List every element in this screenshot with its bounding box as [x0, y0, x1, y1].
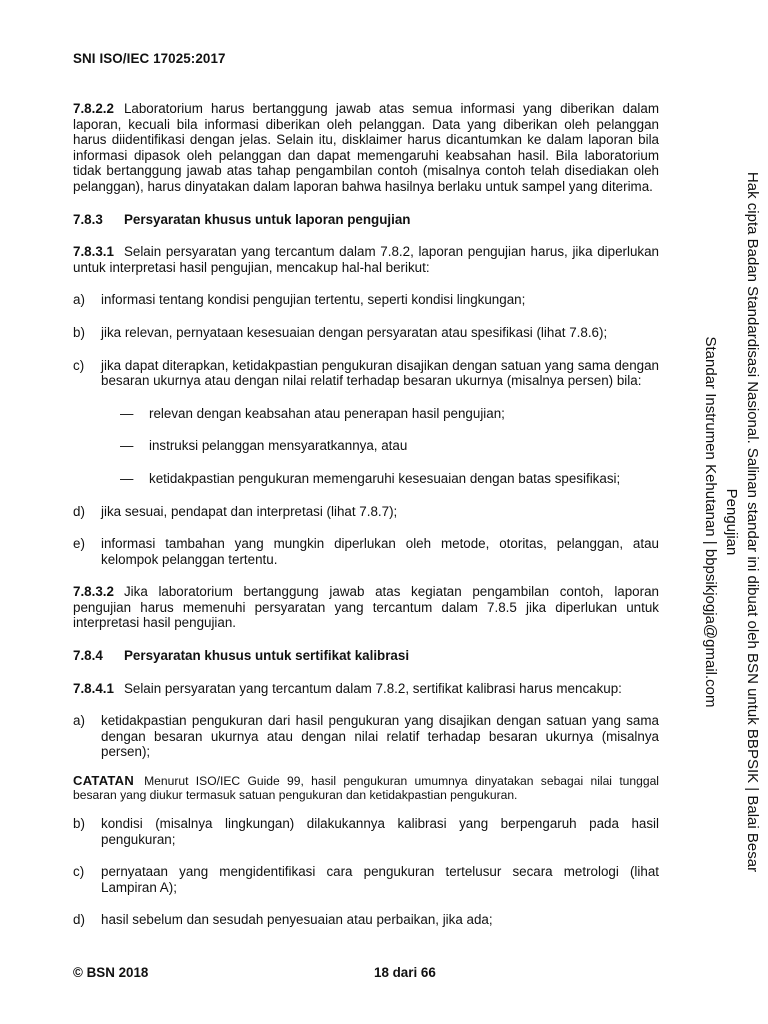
list-text: informasi tambahan yang mungkin diperlukan oleh metode, otoritas, pelanggan, atau kelompok pelanggan tertentu. [101, 536, 659, 567]
list-item [73, 912, 659, 928]
document-body [73, 101, 659, 945]
list-letter: a) [73, 713, 85, 729]
dash-item [120, 438, 659, 454]
note-label: CATATAN [73, 773, 135, 789]
list-item [73, 504, 659, 520]
dash-mark: — [120, 438, 134, 454]
list-text: kondisi (misalnya lingkungan) dilakukannya kalibrasi yang berpengaruh pada hasil pengukuran; [101, 816, 659, 847]
clause-7-8-4-1 [73, 681, 659, 697]
list-item [73, 864, 659, 895]
clause-text: Laboratorium harus bertanggung jawab atas semua informasi yang diberikan dalam laporan, kecuali bila informasi diberikan oleh pelanggan. Data yang diberikan oleh pelanggan harus diidentifikasi dengan jelas. Selain itu, disklaimer harus dicantumkan ke dalam laporan bila informasi dipasok oleh pelanggan dan dapat memengaruhi keabsahan hasil. Bila laboratorium tidak bertanggung jawab atas tahap pengambilan contoh (misalnya contoh telah disediakan oleh pelanggan), harus dinyatakan dalam laporan bahwa hasilnya berlaku untuk sampel yang diterima. [73, 101, 659, 194]
list-letter: e) [73, 536, 85, 552]
note-text: Menurut ISO/IEC Guide 99, hasil pengukuran umumnya dinyatakan sebagai nilai tunggal besaran yang diukur termasuk satuan pengukuran dan ketidakpastian pengukuran. [73, 774, 659, 803]
heading-title: Persyaratan khusus untuk laporan pengujian [124, 211, 411, 227]
note-catatan [73, 774, 659, 802]
dash-mark: — [120, 470, 134, 486]
list-letter: b) [73, 324, 85, 340]
clause-7-8-2-2 [73, 101, 659, 195]
side-copyright-notice [702, 162, 763, 882]
list-text: jika dapat diterapkan, ketidakpastian pengukuran disajikan dengan satuan yang sama dengan besaran ukurnya atau dengan nilai relatif terhadap besaran ukurnya (misalnya persen) bila: [101, 357, 659, 389]
list-letter: d) [73, 503, 85, 519]
list-letter: b) [73, 816, 85, 832]
dash-text: relevan dengan keabsahan atau penerapan hasil pengujian; [149, 405, 505, 421]
list-letter: d) [73, 912, 85, 928]
heading-number: 7.8.4 [73, 648, 103, 664]
list-letter: c) [73, 357, 85, 373]
side-notice-line-1: Hak cipta Badan Standardisasi Nasional. Salinan standar ini dibuat oleh BSN untuk BBPSIK | Balai Besar Pengujian [723, 171, 761, 873]
clause-number: 7.8.2.2 [73, 101, 114, 116]
list-text: jika sesuai, pendapat dan interpretasi (lihat 7.8.7); [101, 503, 398, 519]
clause-7-8-3-2 [73, 584, 659, 631]
list-text: hasil sebelum dan sesudah penyesuaian atau perbaikan, jika ada; [101, 912, 493, 928]
list-text: ketidakpastian pengukuran dari hasil pengukuran yang disajikan dengan satuan yang sama dengan besaran ukurnya atau dengan nilai relatif terhadap besaran ukurnya (misalnya persen); [101, 713, 659, 760]
clause-text: Selain persyaratan yang tercantum dalam 7.8.2, sertifikat kalibrasi harus mencakup: [123, 680, 622, 696]
clause-number: 7.8.4.1 [73, 680, 114, 696]
heading-number: 7.8.3 [73, 211, 103, 227]
list-item [73, 536, 659, 567]
clause-number: 7.8.3.1 [73, 244, 114, 260]
list-item [73, 292, 659, 308]
list-text: pernyataan yang mengidentifikasi cara pengukuran tertelusur secara metrologi (lihat Lampiran A); [101, 864, 659, 895]
clause-7-8-3-1 [73, 244, 659, 275]
heading-7-8-4 [73, 648, 659, 664]
list-item [73, 816, 659, 847]
clause-number: 7.8.3.2 [73, 584, 114, 600]
footer-page-number: 18 dari 66 [374, 965, 436, 980]
dash-text: instruksi pelanggan mensyaratkannya, atau [149, 438, 408, 454]
dash-item [120, 471, 659, 487]
dash-text: ketidakpastian pengukuran memengaruhi kesesuaian dengan batas spesifikasi; [149, 470, 621, 486]
dash-item [120, 406, 659, 422]
list-item [73, 325, 659, 341]
heading-title: Persyaratan khusus untuk sertifikat kalibrasi [124, 648, 410, 664]
clause-text: Jika laboratorium bertanggung jawab atas kegiatan pengambilan contoh, laporan pengujian harus memenuhi persyaratan yang tercantum dalam 7.8.5 jika diperlukan untuk interpretasi hasil pengujian. [73, 584, 659, 631]
list-letter: a) [73, 292, 85, 308]
list-letter: c) [73, 864, 85, 880]
document-header: SNI ISO/IEC 17025:2017 [73, 51, 226, 66]
clause-text: Selain persyaratan yang tercantum dalam 7.8.2, laporan pengujian harus, jika diperlukan untuk interpretasi hasil pengujian, mencakup hal-hal berikut: [73, 244, 659, 275]
heading-7-8-3 [73, 212, 659, 228]
side-notice-line-2: Standar Instrumen Kehutanan | bbpsikjogja@gmail.com [702, 336, 719, 708]
list-item [73, 713, 659, 760]
dash-mark: — [120, 405, 134, 421]
list-text: jika relevan, pernyataan kesesuaian dengan persyaratan atau spesifikasi (lihat 7.8.6); [101, 324, 608, 340]
footer-copyright: © BSN 2018 [73, 965, 149, 980]
list-text: informasi tentang kondisi pengujian tertentu, seperti kondisi lingkungan; [101, 292, 526, 308]
list-item [73, 358, 659, 389]
